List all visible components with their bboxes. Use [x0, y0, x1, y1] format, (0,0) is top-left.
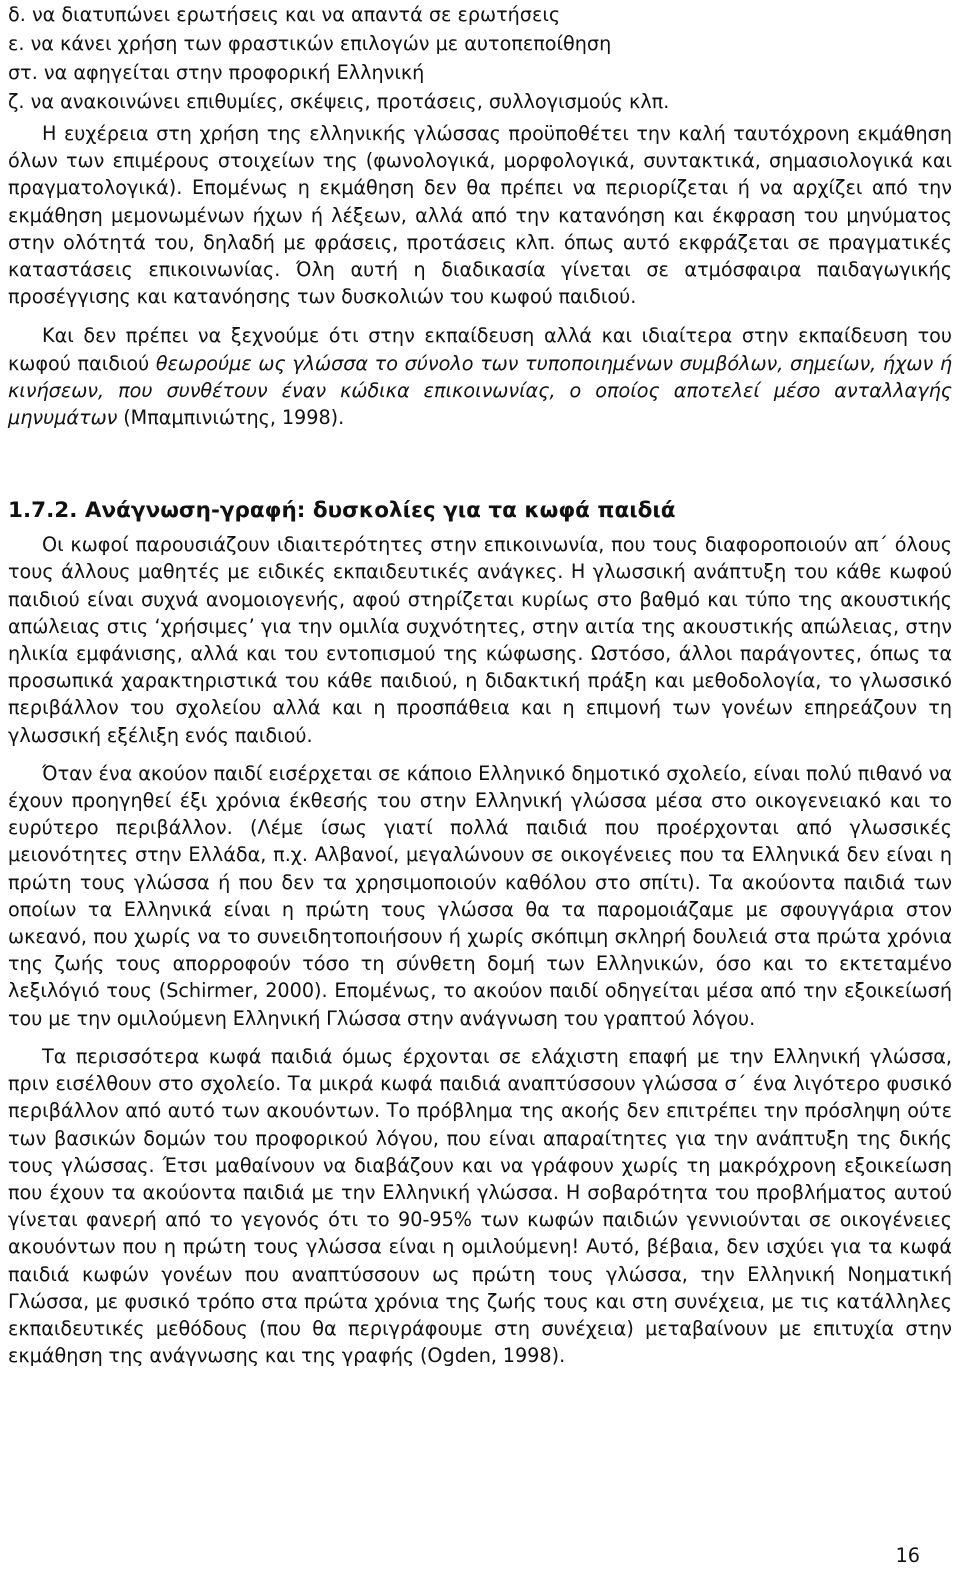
- list-item: στ. να αφηγείται στην προφορική Ελληνική: [8, 61, 425, 84]
- objectives-list: [8, 0, 952, 116]
- italic-definition: θεωρούμε ως γλώσσα το σύνολο των τυποποιημένων συμβόλων, σημείων, ήχων ή κινήσεων, που συνθέτουν έναν κώδικα επικοινωνίας, ο οποίος αποτελεί μέσο ανταλλαγής μηνυμάτων: [8, 351, 952, 430]
- paragraph-lead-text: Και δεν πρέπει να ξεχνούμε ότι στην εκπαίδευση αλλά και ιδιαίτερα στην εκπαίδευση του κωφού παιδιού: [8, 324, 952, 375]
- list-item: δ. να διατυπώνει ερωτήσεις και να απαντά σε ερωτήσεις: [8, 3, 561, 26]
- section-heading: 1.7.2. Ανάγνωση-γραφή: δυσκολίες για τα κωφά παιδιά: [8, 498, 676, 524]
- list-item: ε. να κάνει χρήση των φραστικών επιλογών με αυτοπεποίθηση: [8, 32, 612, 55]
- page-number: 16: [895, 1544, 920, 1567]
- paragraph-language-definition: [8, 322, 952, 431]
- citation-text: (Μπαμπινιώτης, 1998).: [117, 406, 345, 430]
- paragraph-deaf-children: Τα περισσότερα κωφά παιδιά όμως έρχονται σε ελάχιστη επαφή με την Ελληνική γλώσσα, πριν εισέλθουν στο σχολείο. Τα μικρά κωφά παιδιά αναπτύσσουν γλώσσα σ΄ ένα λιγότερο φυσικό περιβάλλον από αυτό των ακουόντων. Το πρόβλημα της ακοής δεν επιτρέπει την πρόσληψη ούτε των βασικών δομών του προφορικού λόγου, που είναι απαραίτητες για την ανάπτυξη της δικής τους γλώσσας. Έτσι μαθαίνουν να διαβάζουν και να γράφουν χωρίς τη μακρόχρονη εξοικείωση που έχουν τα ακούοντα παιδιά με την Ελληνική γλώσσα. Η σοβαρότητα του προβλήματος αυτού γίνεται φανερή από το γεγονός ότι το 90-95% των κωφών παιδιών γεννιούνται σε οικογένειες ακουόντων που η πρώτη τους γλώσσα είναι η ομιλούμενη! Αυτό, βέβαια, δεν ισχύει για τα κωφά παιδιά κωφών γονέων που αναπτύσσουν ως πρώτη τους γλώσσα, την Ελληνική Νοηματική Γλώσσα, με φυσικό τρόπο στα πρώτα χρόνια της ζωής τους και στη συνέχεια, με τις κατάλληλες εκπαιδευτικές μεθόδους (που θα περιγράφουμε στη συνέχεια) μεταβαίνουν με επιτυχία στην εκμάθηση της ανάγνωσης και της γραφής (Ogden, 1998).: [8, 1044, 952, 1368]
- list-item: ζ. να ανακοινώνει επιθυμίες, σκέψεις, προτάσεις, συλλογισμούς κλπ.: [8, 90, 670, 113]
- document-page: [8, 0, 952, 1369]
- paragraph-deaf-communication: Οι κωφοί παρουσιάζουν ιδιαιτερότητες στην επικοινωνία, που τους διαφοροποιούν απ΄ όλους τους άλλους μαθητές με ειδικές εκπαιδευτικές ανάγκες. Η γλωσσική ανάπτυξη του κάθε κωφού παιδιού είναι συχνά ανομοιογενής, αφού στηρίζεται κυρίως στο βαθμό και τύπο της ακουστικής απώλειας στις ‘χρήσιμες’ για την ομιλία συχνότητες, στην αιτία της ακουστικής απώλειας, στην ηλικία εμφάνισης, αλλά και του εντοπισμού της κώφωσης. Ωστόσο, άλλοι παράγοντες, όπως τα προσωπικά χαρακτηριστικά του κάθε παιδιού, η διδακτική πράξη και μεθοδολογία, το γλωσσικό περιβάλλον του σχολείου αλλά και η προσπάθεια και η επιμονή των γονέων επηρεάζουν τη γλωσσική εξέλιξη ενός παιδιού.: [8, 533, 952, 747]
- paragraph-language-fluency: Η ευχέρεια στη χρήση της ελληνικής γλώσσας προϋποθέτει την καλή ταυτόχρονη εκμάθηση όλων των επιμέρους στοιχείων της (φωνολογικά, μορφολογικά, συντακτικά, σημασιολογικά και πραγματολογικά). Επομένως η εκμάθηση δεν θα πρέπει να περιορίζεται ή να αρχίζει από την εκμάθηση μεμονωμένων ήχων ή λέξεων, αλλά από την κατανόηση και έκφραση του μηνύματος στην ολότητά του, δηλαδή με φράσεις, προτάσεις κλπ. όπως αυτό εκφράζεται σε πραγματικές καταστάσεις επικοινωνίας. Όλη αυτή η διαδικασία γίνεται σε ατμόσφαιρα παιδαγωγικής προσέγγισης και κατανόησης των δυσκολιών του κωφού παιδιού.: [8, 122, 952, 309]
- paragraph-hearing-child: Όταν ένα ακούον παιδί εισέρχεται σε κάποιο Ελληνικό δημοτικό σχολείο, είναι πολύ πιθανό να έχουν προηγηθεί έξι χρόνια έκθεσής του στην Ελληνική γλώσσα μέσα στο οικογενειακό και το ευρύτερο περιβάλλον. (Λέμε ίσως γιατί πολλά παιδιά που προέρχονται από γλωσσικές μειονότητες στην Ελλάδα, π.χ. Αλβανοί, μεγαλώνουν σε οικογένειες που τα Ελληνικά δεν είναι η πρώτη τους γλώσσα ή που δεν τα χρησιμοποιούν καθόλου στο σπίτι). Τα ακούοντα παιδιά των οποίων τα Ελληνικά είναι η πρώτη τους γλώσσα θα τα παρομοιάζαμε με σφουγγάρια στον ωκεανό, που χωρίς να το συνειδητοποιήσουν ή χωρίς σκόπιμη σκληρή δουλειά στα πρώτα χρόνια της ζωής τους απορροφούν τόσο τη σύνθετη δομή των Ελληνικών, όσο και το εκτεταμένο λεξιλόγιό τους (Schirmer, 2000). Επομένως, το ακούον παιδί οδηγείται μέσα από την εξοικείωσή του με την ομιλούμενη Ελληνική Γλώσσα στην ανάγνωση του γραπτού λόγου.: [8, 761, 952, 1030]
